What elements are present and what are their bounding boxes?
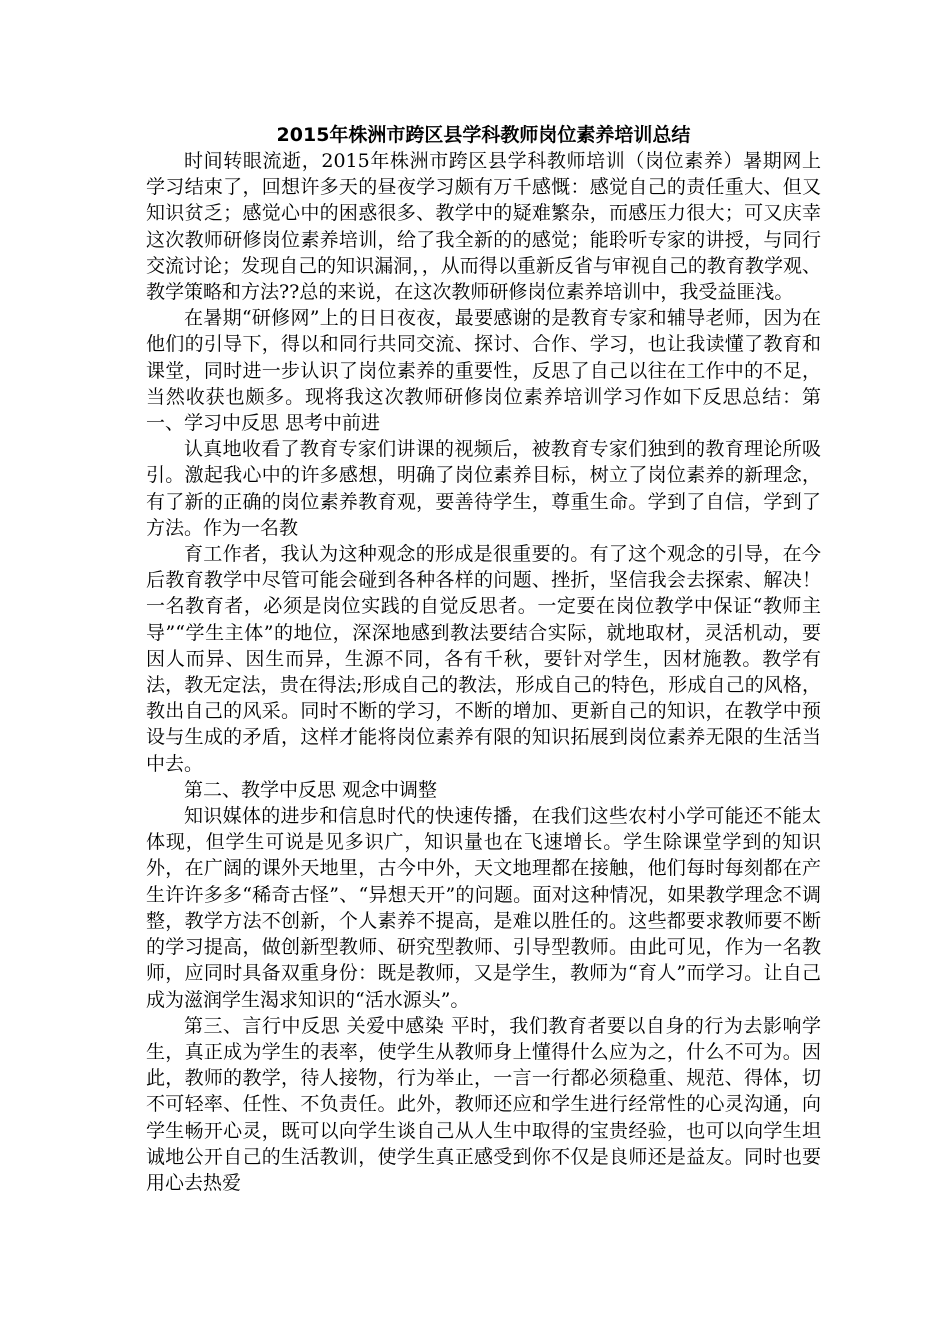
paragraph-7: 第三、言行中反思 关爱中感染 平时，我们教育者要以自身的行为去影响学生，真正成为学生的表率，使学生从教师身上懂得什么应为之，什么不可为。因此，教师的教学，待人接物，行为举止，一言一行都必须稳重、规范、得体，切不可轻率、任性、不负责任。此外，教师还应和学生进行经常性的心灵沟通，向学生畅开心灵，既可以向学生谈自己从人生中取得的宝贵经验，也可以向学生坦诚地公开自己的生活教训，使学生真正感受到你不仅是良师还是益友。同时也要用心去热爱 bbox=[146, 1014, 821, 1194]
paragraph-2: 在暑期“研修网”上的日日夜夜，最要感谢的是教育专家和辅导老师，因为在他们的引导下，得以和同行共同交流、探讨、合作、学习，也让我读懂了教育和课堂，同时进一步认识了岗位素养的重要性，反思了自己以往在工作中的不足，当然收获也颇多。现将我这次教师研修岗位素养培训学习作如下反思总结：第一、学习中反思 思考中前进 bbox=[146, 307, 821, 435]
paragraph-6: 知识媒体的进步和信息时代的快速传播，在我们这些农村小学可能还不能太体现，但学生可说是见多识广，知识量也在飞速增长。学生除课堂学到的知识外，在广阔的课外天地里，古今中外，天文地理都在接触，他们每时每刻都在产生许许多多“稀奇古怪”、“异想天开”的问题。面对这种情况，如果教学理念不调整，教学方法不创新，个人素养不提高，是难以胜任的。这些都要求教师要不断的学习提高，做创新型教师、研究型教师、引导型教师。由此可见，作为一名教师，应同时具备双重身份：既是教师，又是学生，教师为“育人”而学习。让自己成为滋润学生渴求知识的“活水源头”。 bbox=[146, 805, 821, 1011]
document-page bbox=[146, 122, 821, 1196]
paragraph-4: 育工作者，我认为这种观念的形成是很重要的。有了这个观念的引导，在今后教育教学中尽管可能会碰到各种各样的问题、挫折，坚信我会去探索、解决！一名教育者，必须是岗位实践的自觉反思者。一定要在岗位教学中保证“教师主导”“学生主体”的地位，深深地感到教法要结合实际，就地取材，灵活机动，要因人而异、因生而异，生源不同，各有千秋，要针对学生，因材施教。教学有法，教无定法，贵在得法;形成自己的教法，形成自己的特色，形成自己的风格，教出自己的风采。同时不断的学习，不断的增加、更新自己的知识，在教学中预设与生成的矛盾，这样才能将岗位素养有限的知识拓展到岗位素养无限的生活当中去。 bbox=[146, 543, 821, 775]
section-heading-2: 第二、教学中反思 观念中调整 bbox=[184, 778, 438, 801]
document-title: 2015年株洲市跨区县学科教师岗位素养培训总结 bbox=[276, 124, 691, 146]
paragraph-1: 时间转眼流逝，2015年株洲市跨区县学科教师培训（岗位素养）暑期网上学习结束了，回想许多天的昼夜学习颇有万千感慨：感觉自己的责任重大、但又知识贫乏；感觉心中的困惑很多、教学中的疑难繁杂，而感压力很大；可又庆幸这次教师研修岗位素养培训，给了我全新的的感觉；能聆听专家的讲授，与同行交流讨论；发现自己的知识漏洞，，从而得以重新反省与审视自己的教育教学观、教学策略和方法??总的来说，在这次教师研修岗位素养培训中，我受益匪浅。 bbox=[146, 150, 821, 304]
paragraph-3: 认真地收看了教育专家们讲课的视频后，被教育专家们独到的教育理论所吸引。激起我心中的许多感想，明确了岗位素养目标，树立了岗位素养的新理念，有了新的正确的岗位素养教育观，要善待学生，尊重生命。学到了自信，学到了方法。作为一名教 bbox=[146, 438, 821, 539]
